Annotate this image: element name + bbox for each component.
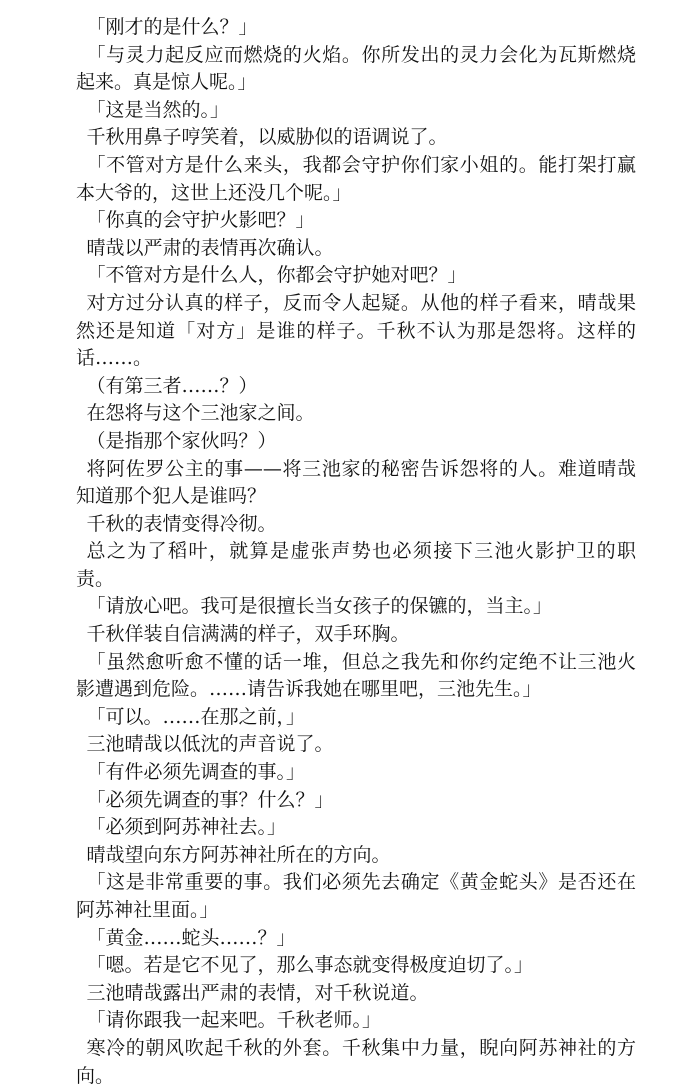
paragraph: 在怨将与这个三池家之间。 xyxy=(86,402,315,425)
paragraph: 「不管对方是什么人，你都会守护她对吧？」 xyxy=(86,264,467,287)
paragraph: 「这是非常重要的事。我们必须先去确定《黄金蛇头》是否还在阿苏神社里面。」 xyxy=(76,871,636,921)
document-page xyxy=(76,14,636,1090)
paragraph: 「你真的会守护火影吧？」 xyxy=(86,209,315,232)
paragraph: 总之为了稻叶，就算是虚张声势也必须接下三池火影护卫的职责。 xyxy=(76,540,636,590)
paragraph: 三池晴哉露出严肃的表情，对千秋说道。 xyxy=(86,981,429,1004)
paragraph: 「有件必须先调查的事。」 xyxy=(86,761,305,784)
paragraph: 「必须先调查的事？什么？」 xyxy=(86,788,334,811)
paragraph: 「黄金……蛇头……？」 xyxy=(86,926,296,949)
paragraph: 千秋佯装自信满满的样子，双手环胸。 xyxy=(86,623,410,646)
paragraph: （是指那个家伙吗？） xyxy=(86,429,277,452)
paragraph: 「虽然愈听愈不懂的话一堆，但总之我先和你约定绝不让三池火影遭遇到危险。……请告诉我她在哪里吧，三池先生。」 xyxy=(76,650,636,701)
paragraph: 「不管对方是什么来头，我都会守护你们家小姐的。能打架打赢本大爷的，这世上还没几个呢。」 xyxy=(76,153,636,204)
paragraph: 晴哉望向东方阿苏神社所在的方向。 xyxy=(86,843,391,866)
paragraph: 寒冷的朝风吹起千秋的外套。千秋集中力量，睨向阿苏神社的方向。 xyxy=(76,1036,636,1087)
paragraph: 千秋用鼻子哼笑着，以威胁似的语调说了。 xyxy=(86,126,448,149)
paragraph: 「请你跟我一起来吧。千秋老师。」 xyxy=(86,1009,381,1032)
paragraph: 「请放心吧。我可是很擅长当女孩子的保镳的，当主。」 xyxy=(86,595,552,618)
paragraph: 「可以。……在那之前，」 xyxy=(86,705,305,728)
paragraph: 对方过分认真的样子，反而令人起疑。从他的样子看来，晴哉果然还是知道「对方」是谁的样子。千秋不认为那是怨将。这样的话……。 xyxy=(76,291,636,370)
paragraph: （有第三者……？） xyxy=(86,374,258,397)
paragraph: 晴哉以严肃的表情再次确认。 xyxy=(86,236,334,259)
paragraph: 「必须到阿苏神社去。」 xyxy=(86,816,286,839)
paragraph: 「嗯。若是它不见了，那么事态就变得极度迫切了。」 xyxy=(86,954,533,977)
paragraph: 「刚才的是什么？」 xyxy=(86,16,258,38)
paragraph: 千秋的表情变得冷彻。 xyxy=(86,512,277,535)
paragraph: 「这是当然的。」 xyxy=(86,98,229,121)
paragraph: 「与灵力起反应而燃烧的火焰。你所发出的灵力会化为瓦斯燃烧起来。真是惊人呢。」 xyxy=(76,43,636,94)
paragraph: 三池晴哉以低沈的声音说了。 xyxy=(86,733,334,756)
paragraph: 将阿佐罗公主的事——将三池家的秘密告诉怨将的人。难道晴哉知道那个犯人是谁吗？ xyxy=(76,457,636,508)
